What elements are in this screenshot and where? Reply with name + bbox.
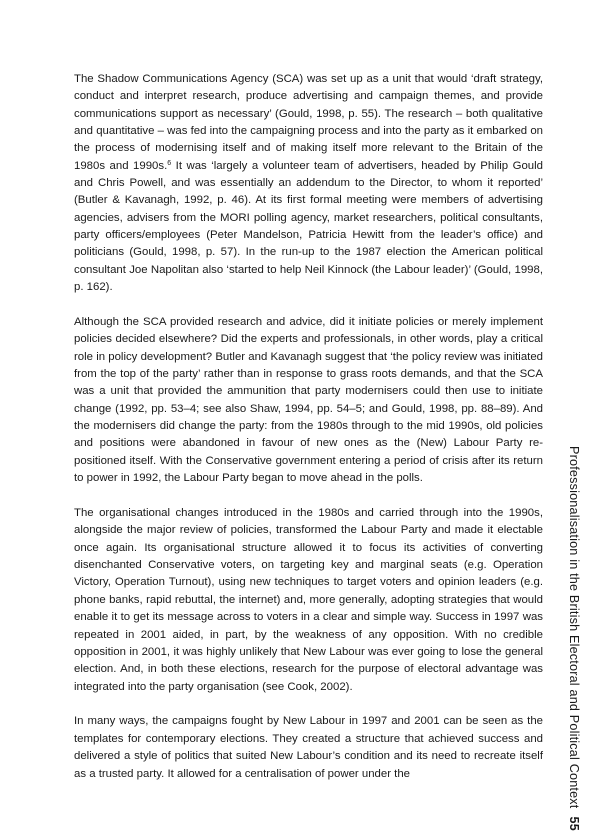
paragraph-1-text: The Shadow Communications Agency (SCA) was set up as a unit that would ‘draft strategy, conduct and interpret research, produce advertising and campaign themes, and provide communications support as necessary’ (Gould, 1998, p. 55). The research – both qualitative and quantitative – was fed into the campaigning process and into the party as it embarked on the process of modernising itself and of making itself more relevant to the Britain of the 1980s and 1990s. xyxy=(74,73,543,172)
running-head-rotated xyxy=(567,446,581,831)
body-text xyxy=(74,71,543,800)
footnote-marker[interactable]: 6 xyxy=(167,159,172,167)
running-head xyxy=(567,446,587,831)
paragraph-4: In many ways, the campaigns fought by New Labour in 1997 and 2001 can be seen as the templates for contemporary elections. They created a structure that achieved success and delivered a style of politics that suited New Labour’s condition and its need to recreate itself as a trusted party. It allowed for a centralisation of power under the xyxy=(74,715,543,780)
page-number: 55 xyxy=(567,816,581,831)
paragraph-1 xyxy=(74,71,543,296)
paragraph-2: Although the SCA provided research and advice, did it initiate policies or merely implement policies decided elsewhere? Did the experts and professionals, in other words, play a critical role in policy development? Butler and Kavanagh suggest that ‘the policy review was initiated from the top of the party’ rather than in response to grass roots demands, and that the SCA was a unit that provided the ammunition that party modernisers could then use to initiate change (1992, pp. 53–4; see also Shaw, 1994, pp. 54–5; and Gould, 1998, pp. 88–89). And the modernisers did change the party: from the 1980s through to the mid 1990s, old policies and positions were abandoned in favour of new ones as the (New) Labour Party re-positioned itself. With the Conservative government entering a period of crisis after its return to power in 1992, the Labour Party began to move ahead in the polls. xyxy=(74,316,543,485)
paragraph-1-text-continued: It was ‘largely a volunteer team of advertisers, headed by Philip Gould and Chris Powell, and was essentially an addendum to the Director, to whom it reported’ (Butler & Kavanagh, 1992, p. 46). At its first formal meeting were members of advertising agencies, advisers from the MORI polling agency, market researchers, political consultants, party officers/employees (Peter Mandelson, Patricia Hewitt from the leader’s office) and politicians (Gould, 1998, p. 57). In the run-up to the 1987 election the American political consultant Joe Napolitan also ‘started to help Neil Kinnock (the Labour leader)’ (Gould, 1998, p. 162). xyxy=(74,159,543,294)
paragraph-3: The organisational changes introduced in the 1980s and carried through into the 1990s, alongside the major review of policies, transformed the Labour Party and made it electable once again. Its organisational structure allowed it to focus its activities of converting disenchanted Conservative voters, on targeting key and marginal seats (e.g. Operation Victory, Operation Turnout), using new techniques to target voters and opinion leaders (e.g. phone banks, rapid rebuttal, the internet) and, more generally, adopting strategies that would enable it to get its message across to voters in a clear and simple way. Success in 1997 was repeated in 2001 aided, in part, by the weakness of any opposition. With no credible opposition in 2001, it was highly unlikely that New Labour was ever going to lose the general election. And, in both these elections, research for the purpose of electoral advantage was integrated into the party organisation (see Cook, 2002). xyxy=(74,507,543,693)
running-head-title: Professionalisation in the British Electoral and Political Context xyxy=(567,446,581,809)
